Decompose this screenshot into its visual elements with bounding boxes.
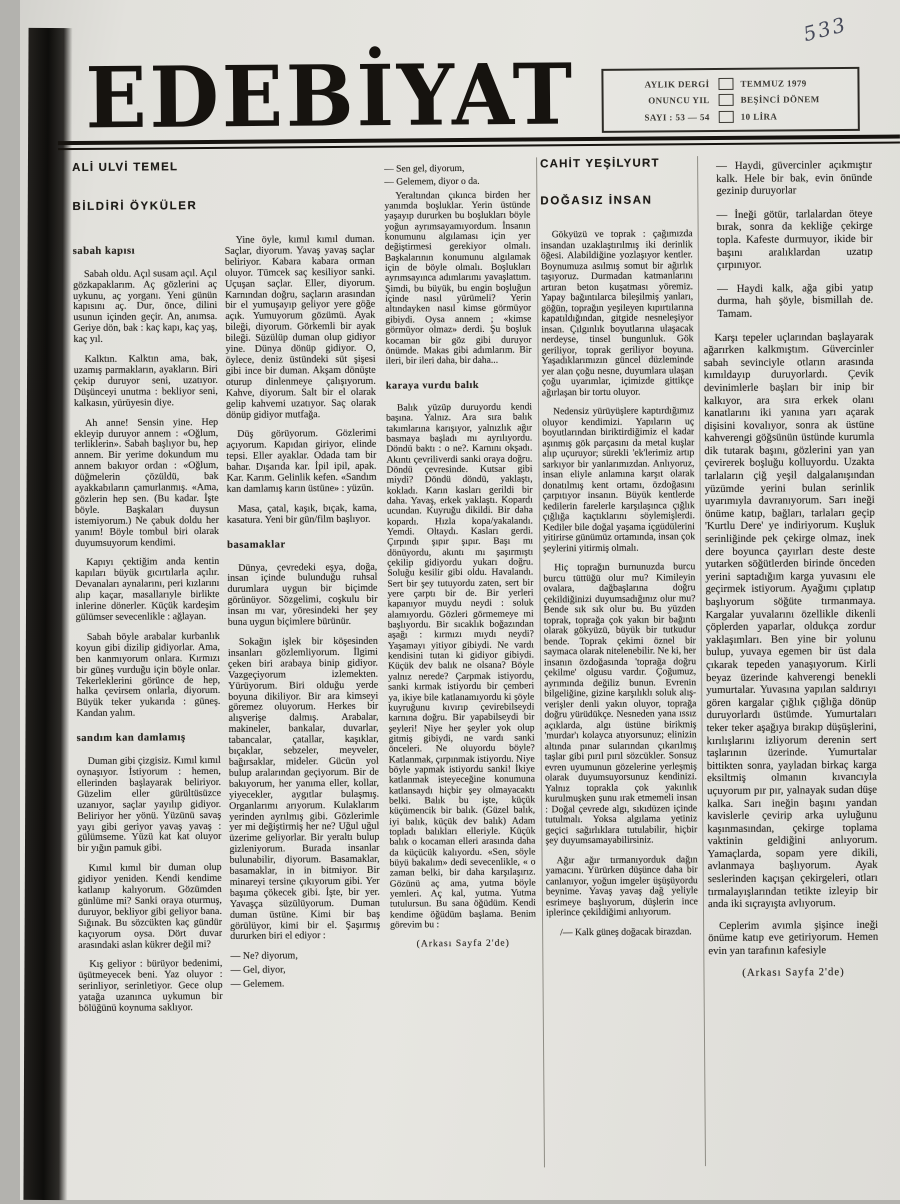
paragraph: Ah anne! Sensin yine. Hep ekleyip duruyor annem : «Oğlum, terliklerin». Sabah başlıyor bu, hep annem. Bir yerime dokundum mu annem bakıyor ordan : «Oğlum, düğmelerin çözüldü, bak ayakkabıların çamurlanmış. «Ama, gözlerin hep sen. (Bu kadar. İşte böyle. Başkaları duysun istemiyorum.) Ne çabuk doldu her yanım! Böyle tombul biri olarak duyumsuyorum kendimi.: [74, 416, 220, 549]
paragraph: Sabah oldu. Açıl susam açıl. Açıl gözkapaklarım. Aç gözlerini aç uykunu, aç yorganı. Yeni günün kapısını aç. Dur, önce, dilini usunun içinden geçir. An, anımsa. Geriye dön, bak : kaç kapı, kaç yaş, kaç yıl.: [73, 267, 218, 346]
paragraph: Kımıl kımıl bir duman olup gidiyor yeniden. Kendi kendime katlanıp kalıyorum. Gözümden günlüme mi? Sanki oraya oturmuş, duruyor, bekliyor gibi geliyor bana. Sığınak. Bu sözcükten kaç gündür kaçıyorum oysa. Dört duvar arasındaki aslan kükrer değil mi?: [77, 862, 223, 951]
section-heading: sandım kan damlamış: [76, 732, 186, 745]
author-name: ALİ ULVİ TEMEL: [72, 161, 179, 175]
checkbox-square-icon: [718, 77, 733, 89]
column-3: [384, 157, 538, 1172]
dialogue-paragraph: — İneği götür, tarlalardan öteye bırak, sonra da kekliğe çekirge topla. Kafeste durmuyor, ikide bir başını aralıklardan uzatıp çırpınıyor.: [716, 207, 873, 272]
paragraph: Karşı tepeler uçlarından başlayarak ağarırken kalkmıştım. Güvercinler sabah sevinciyle otların arasında kımıldayıp duruyorlardı. Çevik devinimlerle başları bir inip bir kalkıyor, ara sıra erkek olanı kanatlarını iki yanına yarı açarak dişisini kovalıyor, sonra ak üstüne kahverengi göğsünün üstünde kurumla dik tutarak başını, gözlerini yan yan çevirerek boşluğu kolluyordu. Uzakta tarlaların çiğ yeşil dalgalanışından yüzümde yerini bulan serinlik uyarımıyla davranıyorum. Sarı ineği önüme katıp, bağları, tarlaları geçip 'Kurtlu Dere' ye indiriyorum. Kuşluk serinliğinde pek çekirge olmaz, inek dere boyunca çayırları deste deste yutarken söğütlerden birinde önceden yerini saptadığım karga yuvasını ele geçirmek istiyorum. Ayağımı çıplatıp başlıyorum söğüte tırmanmaya. Kargalar yuvalarını özellikle dikenli çöplerden yaparlar, oldukça zordur yaklaşımları. Ben yine bir yolunu bulup, yuvaya egemen bir üst dala çıkarak tepeden yanaşıyorum. Kirli beyaz üzerinde kahverengi benekli yumurtalar. Yuvasına yapılan saldırıyı gören kargalar çığlık çığlığa dönüp duruyorlardı üstümde. Yumurtaları teker teker aşağıya bırakıp düşüşlerini, kırılışlarını izliyorum derenin sert taşlarının üzerinde. Yumurtalar bittikten sonra, yayladan birkaç karga eksiltmiş olmanın kıvancıyla uçuyorum pır pır, yalnayak sudan düşe kalka. Sarı ineğin başını yandan kavislerle çevirip arka uyluğunu kaşınmasından, çekirge toplama vaktinin geldiğini anlıyorum. Yamaçlarda, sopam yere dikili, avlanmaya başlıyorum. Ayak seslerinden kaçışan çekirgeleri, otları tırmalayışlarından tetikte izleyip bir anda iki sıçrayışta avlıyorum.: [703, 330, 878, 911]
paragraph: Duman gibi çizgisiz. Kımıl kımıl oynaşıyor. İstiyorum : hemen, ellerinden başlayarak beliriyor. Güzelim eller gürültüsüzce uzanıyor, saçlar yayılıp gidiyor. Beliriyor her yönü. Yüzünü savaş yayı gibi geriyor yavaş yavaş : gülümseme. Yüzü kat kat oluyor bir yığın pamuk gibi.: [76, 754, 222, 855]
paragraph: Kış geliyor : bürüyor bedenimi, üşütmeyecek beni. Yaz oluyor : serinliyor, serinletiyor. Gece olup yatağa uzanınca uykumun bir bölüğünü koynuma saklıyor.: [78, 958, 223, 1015]
dialogue-paragraph: — Haydi kalk, ağa gibi yatıp durma, hah şöyle, bismillah de. Tamam.: [717, 281, 874, 320]
dialogue-paragraph: — Haydi, güvercinler açıkmıştır kalk. Hele bir bak, evin önünde gezinip duruyorlar: [716, 158, 873, 198]
info-value: 10 LİRA: [740, 111, 778, 122]
section-heading: sabah kapısı: [72, 245, 136, 257]
paragraph: Kapıyı çektiğim anda kentin kapıları büyük gıcırtılarla açılır. Devanaları aynalarını, peri kızlarını alıp kaçar, masallarıyle birlikte inlerine dönerler. Küçük kardeşim gülümser sevecenlikle : ağlayan.: [75, 556, 220, 624]
info-label: SAYI : 53 — 54: [644, 111, 710, 123]
continuation-note: (Arkası Sayfa 2'de): [742, 965, 845, 979]
paragraph: Gökyüzü ve toprak : çağımızda insandan uzaklaştırılmış iki derinlik öğesi. Alabildiğine yozlaşıyor kentler. Boynumuza asılmış somut bir ağırlık taşıyoruz. Durmadan katmanlarını artıran beton kuşatması yöremiz. Yapay bağıntılarca bileşilmiş yanları, göğün, toprağın yeşileyen kıpırtılarına kapatıldığından, gitgide nesneleşiyor insan. Çılgınlık boyutlarına ulaşacak nerdeyse, tinsel bungunluk. Gök geriliyor, toprak geriliyor boyuna. Yaşadıklarımızın güncel düzleminde yer alan çoğu nesne, duyumlara ulaşan çoğu uyarımlar, içimizde gittikçe ağırlaşan bir tortu oluyor.: [540, 228, 694, 398]
text-columns: [72, 155, 880, 1175]
paragraph: Sokağın işlek bir köşesinden insanları gözlemliyorum. İlgimi çeken biri arabaya binip gidiyor. Vazgeçiyorum izlemekten. Yürüyorum. Biri olduğu yerde boyuna dikiliyor. Bir ara kimseyi göremez oluyorum. Herkes bir alışverişe dalmış. Arabalar, makineler, bankalar, duvarlar, tabancalar, çatallar, kaşıklar, bıçaklar, sebzeler, meyveler, bağırsaklar, mideler. Gücün yol bulup aralarından geçiyorum. Bir de bakıyorum, her yanıma eller, kollar, yiyecekler, aygıtlar bulaşmış. Organlarımı arıyorum. Kulaklarım yerinden ayrılmış gibi. Gözlerimle yer mi değiştirmiş her ne? Uğul uğul üzerime geliyorlar. Bir yeraltı bulup gizleniyorum. Burada insanlar bulunabilir, diyorum. Basamaklar, basamaklar, in in bitmiyor. Bir minareyi tersine çıkıyorum gibi. Yer başıma çökecek gibi. İşte, bir yer. Yavaşça süzülüyorum. Duman duman üstüne. Kimi bir baş görülüyor, kimi bir el. Şaşırmış dururken biri el ediyor :: [227, 635, 381, 943]
dialogue-line: — Gelemem, diyor o da.: [384, 176, 480, 188]
paragraph: Nedensiz yürüyüşlere kaptırdığımız oluyor kendimizi. Yapıların uç boyutlarından biriktirdiğimiz el kadar aşınmış gök parçasını da metal kuşlar alıp uçuruyor; sürekli 'ek'lerimiz artıp sarkıyor bir yanlarımızdan. Anlıyoruz, insan eliyle anlamına karşıt olarak donatılmış kent ortamı, özdoğasını çarpıtıyor insanın. Büyük kentlerde kedilerin farelerle karşılaşınca çığlık çığlığa kaçtıklarını söylemişlerdi. Kediler bile doğal yaşama içgüdülerini yitirirse günümüz ortamında, insan çok şeylerini yitirmiş olmalı.: [542, 405, 696, 554]
info-value: TEMMUZ 1979: [740, 77, 807, 89]
info-label: ONUNCU YIL: [648, 95, 710, 106]
column-5: [702, 155, 880, 1170]
paragraph: Dünya, çevredeki eşya, doğa, insan içinde bulunduğu ruhsal durumlara uygun bir biçimde görünüyor. Sözgelimi, coşkulu bir insan mı var, yöresindeki her şey buna uygun biçimlere bürünür.: [227, 561, 378, 628]
info-label: AYLIK DERGİ: [644, 78, 710, 90]
magazine-title: EDEBİYAT: [85, 44, 576, 148]
info-row: [612, 93, 850, 107]
info-row: [611, 76, 849, 90]
info-value: BEŞİNCİ DÖNEM: [740, 94, 820, 105]
paragraph: Balık yüzüp duruyordu kendi başına. Yalnız. Ara sıra balık takımlarına karışıyor, yalnızlık ağır basmaya başladı mı ayrılıyordu. Döndü baktı : o ne?. Karnını okşadı. Akıntı çevriliverdi sanki oraya doğru. Döndü çevresinde. Kutsar gibi miydi? Döndü döndü, yaklaştı, kokladı. Karın kasları gerildi bir daha. Yavaş, erkek yaklaştı. Kopardı ucundan. Kuyruğu dikildi. Bir daha kopardı. Hızla kopa/yakalandı. Yemdi. Oltaydı. Kasları gerdi. Çırpındı şıpır şıpır. Başı mı dönüyordu, akıntı mı şaşırmıştı çekilip gidiyordu yukarı doğru. Soluğu kesilir gibi oldu. Havalandı. Sert bir şey tutuyordu zaten, sert bir yere çarptı bir de. Bir yerleri kapanıyor muydu neydi : soluk alamıyordu. Gözleri görmemeye mi başlıyordu. Bir sıcaklık boğazından aşağı : kırmızı mıydı neydi? Yaşamayı yitiyor gibiydi. Ne vardı kendisini tutan ki gidiyor gibiydi. Küçük dev balık ne olsana? Böyle yalnız nerede? Çarpmak istiyordu, sanki kırmak istiyordu bir çemberi ya, ikiye bile katlanamıyordu ki şöyle kuyruğunu kıvırıp çevirebilseydi karnına doğru. Bir yapabilseydi bir şeyleri! Niye her şeyler yok olup gitmiş gibiydi, ne vardı sanki önceleri. Ne oluyordu böyle? Katlanmak, çırpınmak istiyordu. Niye böyle yapmak istiyordu sanki! İkiye katlanmak isteyeceğine konumuna katlansaydı hiçbir şey olmayacaktı belki. Balık bu işte, küçük küçümencik bir balık. (Güzel balık, iyi balık, küçük dev balık) Adam topladı balıkları elleriyle. Küçük balık o kocaman elleri arasında daha da küçücük kalıyordu. «Sen, söyle büyü bakalım» dedi sevecenlikle, « o zaman belki, bir daha karşılaşırız. Gözünü aç ama, yutma böyle yemleri. Aç kal, yutma. Yutma tutulursun. Bu sana öğüdüm. Kendi kendime öğüdüm başlama. Benim görevim bu :: [386, 401, 537, 931]
author-name: CAHİT YEŞİLYURT: [540, 157, 660, 171]
info-row: [612, 109, 850, 123]
paragraph: Masa, çatal, kaşık, bıçak, kama, kasatura. Yeni bir gün/film başlıyor.: [226, 502, 377, 526]
paragraph: Sabah böyle arabalar kurbanlık koyun gibi dizilip gidiyorlar. Ama, ben kanmıyorum onlara. Kırmızı bir güneş vurduğu için böyle onlar. Tekerleklerini görünce de hep, halka çevirsem onlarla, diyorum. Büyük teker yukarıda : güneş. Kandan yalım.: [75, 630, 221, 720]
section-heading: basamaklar: [227, 539, 286, 551]
paragraph: Kalktın. Kalktın ama, bak, uzamış parmakların, ayakların. Biri çekip duruyor seni, uzatıyor. Düşünceyi unutma : bekliyor seni, kalkasın, yürüyesin diye.: [73, 352, 218, 409]
paragraph: Düş görüyorum. Gözlerimi açıyorum. Kapıdan giriyor, elinde tepsi. Eller ayaklar. Odada tam bir bahar. Dışarıda kar. İpil ipil, apak. Kar. Karım. Gelinlik kefen. «Sandım kan damlamış karın üstüne» : yüzün.: [226, 428, 377, 495]
paragraph: Yeraltından çıkınca birden her yanımda boşluklar. Yerin üstünde yaşayıp dururken bu boşlukları böyle yoğun ayrımsayamıyordum. İnsanın konumunu algılaması için yer değiştirmesi gerekiyor olmalı. Başkalarının konumunu algılamak için de böyle olmalı. Boşlukları ayrımsayınca adımlarımı yavaşlattım. Şimdi, bu büyük, bu engin boşluğun içinde nasıl yürümeli? Yerin altındayken nasıl kimse görmüyor gibiydi. Oysa annem ; «kimse görmüyor olmaz» derdi. Şu boşluk kocaman bir göz gibi duruyor önümde. Makas gibi adımlarım. Bir ileri, bir ileri daha, bir daha...: [384, 189, 532, 367]
handwritten-page-number: 533: [800, 11, 850, 47]
dialogue-line: — Sen gel, diyorum,: [384, 162, 465, 175]
continuation-note: (Arkası Sayfa 2'de): [416, 938, 510, 950]
paragraph: Yine öyle, kımıl kımıl duman. Saçlar, diyorum. Yavaş yavaş saçlar beliriyor. Kabara kabara orman oluyor. Tümcek saç kesiliyor sanki. Uçuşan saçlar. Eller, diyorum. Karnından doğru, saçların arasından bir el yumuşayıp geliyor yere göğe açık. Yumuyorum gözümü. Ayak bileği, diyorum. Görkemli bir ayak bileği. Süzülüp duman olup gidiyor yine. Dünya dönüp gidiyor. O, öylece, deniz üstündeki süt şişesi gibi ince bir duman. Akşam dönüşte oturup dinlenmeye çalışıyorum. Kahve, diyorum. Salt bir el olarak gelip kahvemi uzatıyor. Saç olarak dönüp gidiyor mutfağa.: [224, 233, 377, 421]
dialogue-line: — Gel, diyor,: [230, 964, 286, 977]
column-2: [224, 159, 382, 1174]
column-4: [540, 156, 700, 1171]
checkbox-square-icon: [719, 94, 734, 106]
paragraph: Hiç toprağın burnunuzda burcu burcu tüttüğü olur mu? Kimileyin ovalara, dağbaşlarına doğru çekildiğinizi duyumsadığınız olur mu? Bende sık sık olur bu. Bu yüzden toprak, toprağa çok yakın bir bağıntı olarak gökyüzü, büyük bir tutkudur bende. Toprak çekimi öznel bir saymaca olarak nitelenebilir. Ne ki, her insanın özdoğasında 'toprağa doğru çekilme' olgusu vardır. Çoğumuz, ayrımında değiliz bunun. Evrenin bilgeliğine, gizine karşılıklı soluk alış-verişler denli yakın oluyor, toprağa doğru yürüdükçe. Nesneden yana ıssız açıklarda, algı üstüne birikmiş 'murdar'ı kolayca atıyorsunuz; elinizin altında pınar sularından çıkarılmış taşlar gibi pırıl pırıl sözcükler. Sonsuz evren uyumunun gözelerine yerleşmiş olarak duyumsuyorsunuz kendinizi. Yalnız toprakla çok yakınlık kurulmuşken şunu ırak etmemeli insan : Doğal çevrede algı, sıkıdüzen içinde tutulmalı. Yoksa algılama yetiniz geçici sağırlıklara tutulabilir, hiçbir şey duyumsamayabilirsiniz.: [543, 561, 698, 847]
dialogue-line: — Gelemem.: [230, 978, 285, 991]
section-heading: karaya vurdu balık: [385, 379, 479, 392]
checkbox-square-icon: [719, 110, 734, 122]
dialogue-line: — Ne? diyorum,: [230, 950, 298, 963]
dialogue-paragraph: /— Kalk güneş doğacak birazdan.: [560, 925, 692, 938]
article-title: DOĞASIZ İNSAN: [540, 193, 653, 207]
column-1: [72, 160, 224, 1175]
paragraph: Ceplerim avımla şişince ineği önüme katıp eve getiriyorum. Hemen evin yan tarafının kafesiyle: [708, 918, 879, 958]
article-title: BİLDİRİ ÖYKÜLER: [72, 199, 198, 213]
paragraph: Ağır ağır tırmanıyorduk dağın yamacını. Yürürken düşünce daha bir canlanıyor, yoğun imgeler üşüşüyordu beynime. Yavaş yavaş dağ yeliyle esrimeye başlıyorum, düşlerin ince iplerince çekildiğimi anlıyorum.: [545, 853, 698, 919]
issue-info-box: [601, 67, 859, 133]
